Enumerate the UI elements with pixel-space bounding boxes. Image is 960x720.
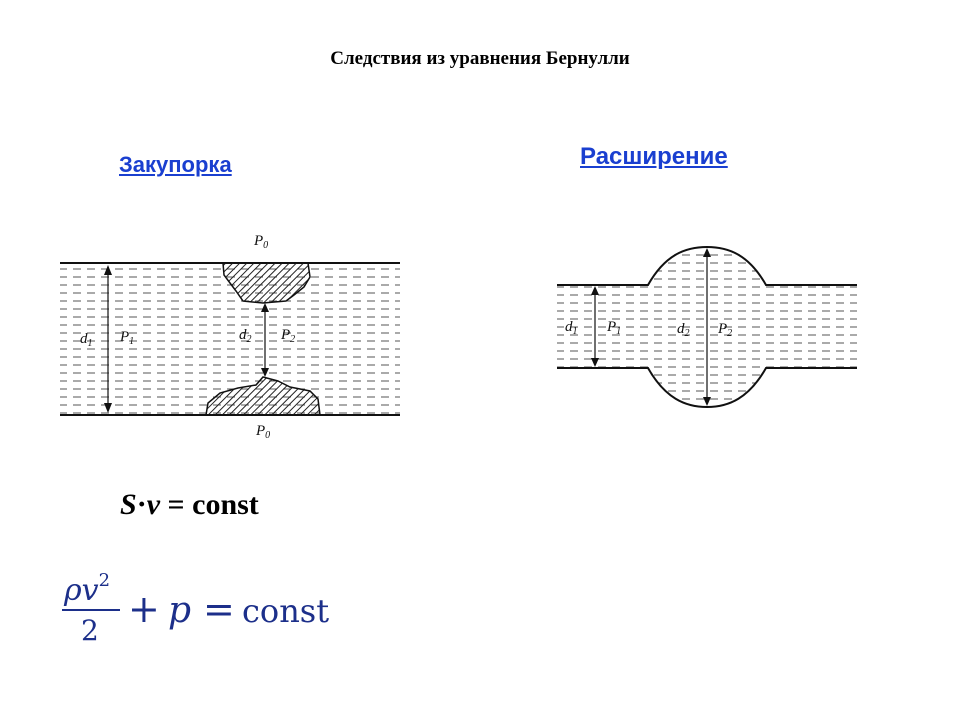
slide-title: Следствия из уравнения Бернулли [330, 48, 630, 69]
label-p2: $P_2$ [718, 321, 733, 339]
symbol-v: v [146, 488, 161, 521]
link-expansion[interactable]: Расширение [580, 143, 728, 170]
bernoulli-denominator: 2 [81, 614, 99, 647]
label-p0-bottom: $P_0$ [256, 423, 271, 441]
label-d2: $d_2$ [239, 327, 252, 345]
label-d2: $d_2$ [677, 321, 690, 339]
expansion-diagram [555, 235, 860, 415]
symbol-s: S [120, 488, 137, 521]
equals-sign: = [203, 587, 235, 631]
bernoulli-numerator: $\rho v^2$ [64, 570, 111, 608]
label-d1: $d_1$ [80, 331, 93, 349]
const-word: const [242, 592, 330, 630]
symbol-p: p [168, 590, 192, 631]
label-p1: $P_1$ [607, 319, 622, 337]
continuity-equation [120, 488, 259, 522]
label-p0-top: $P_0$ [254, 233, 269, 251]
occlusion-diagram [58, 225, 403, 445]
plus-sign: + [128, 587, 160, 631]
label-p1: $P_1$ [120, 329, 135, 347]
label-p2: $P_2$ [281, 327, 296, 345]
symbol-dot: · [136, 488, 147, 521]
continuity-rhs: = const [160, 488, 259, 521]
link-occlusion[interactable]: Закупорка [119, 152, 232, 177]
label-d1: $d_1$ [565, 319, 578, 337]
bernoulli-equation [56, 560, 366, 650]
